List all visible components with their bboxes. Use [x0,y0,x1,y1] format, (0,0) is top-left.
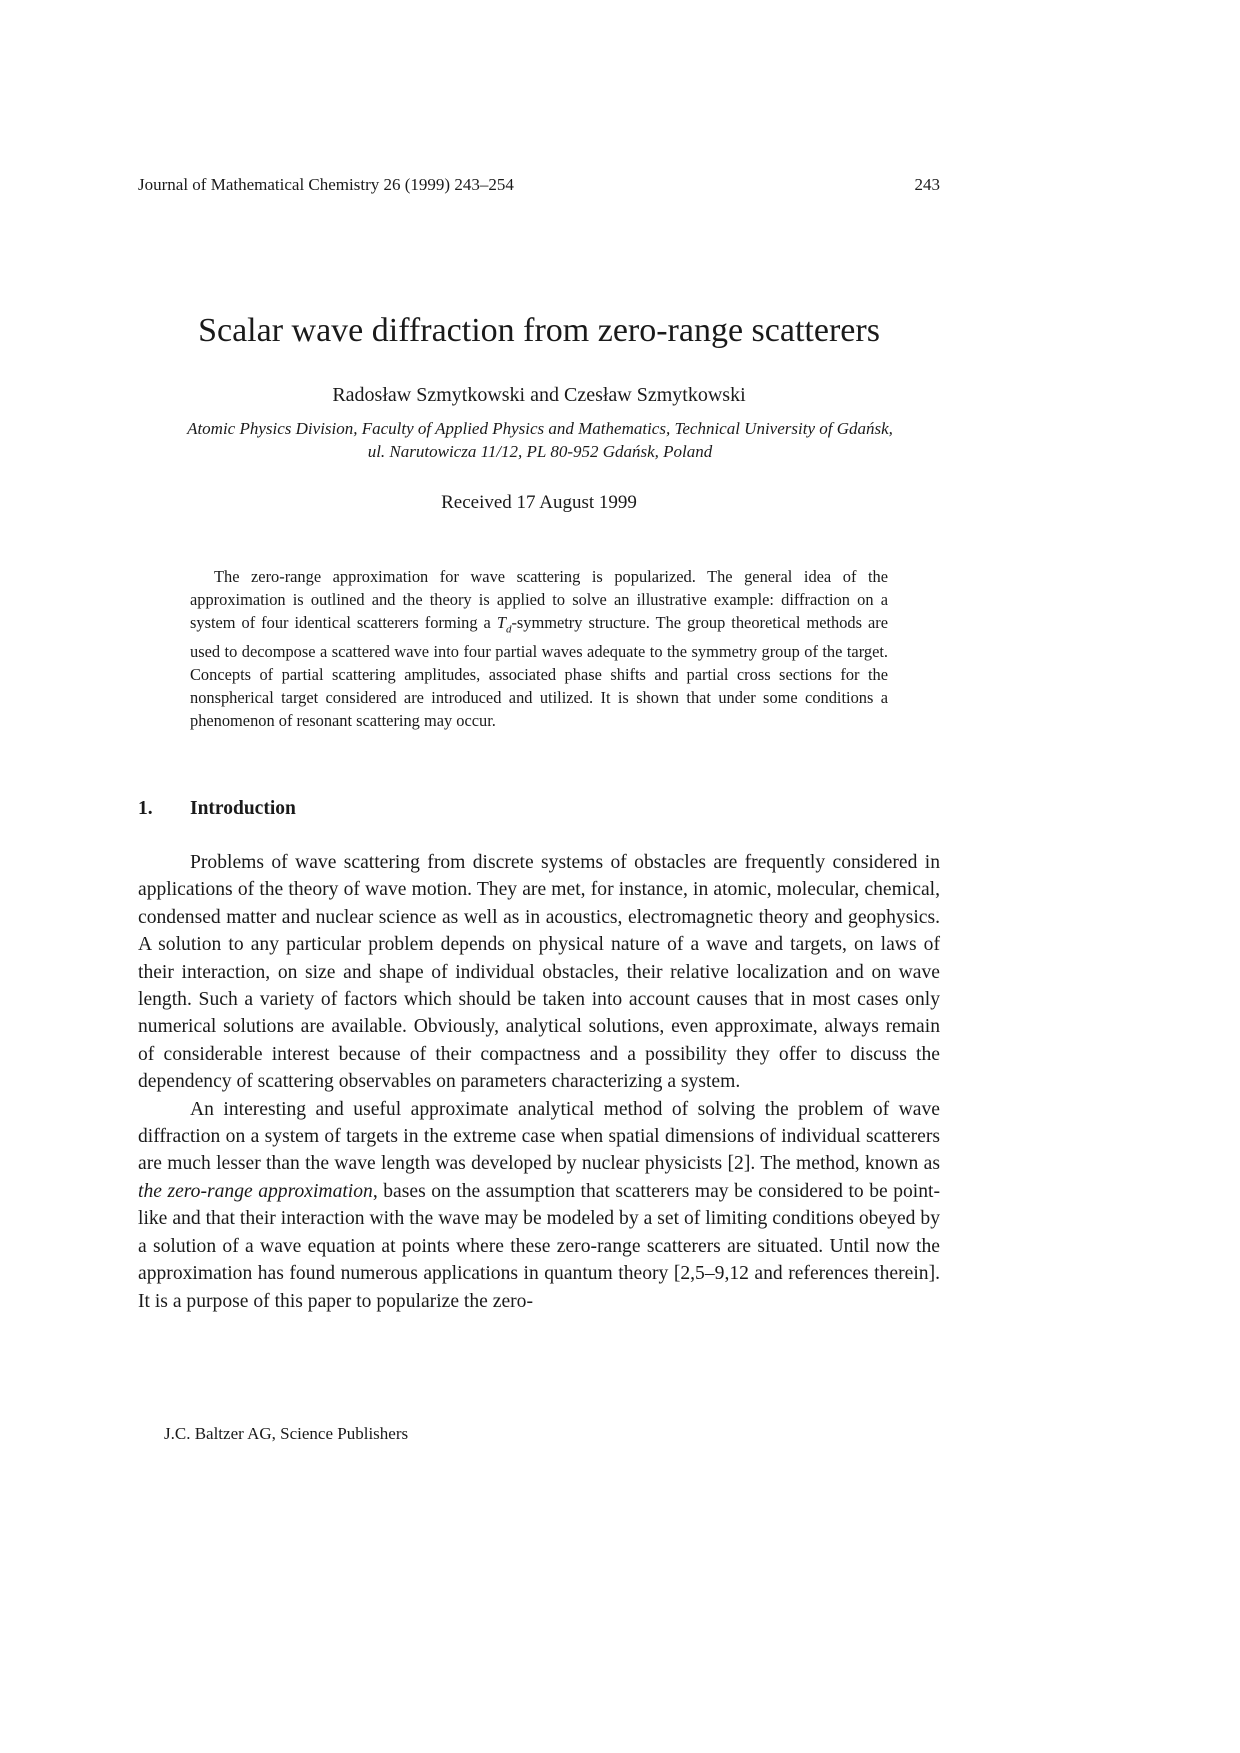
body-paragraph-2-text-1: An interesting and useful approximate analytical method of solving the problem of wave diffraction on a system of targets in the extreme case when spatial dimensions of individual scatterers are much lesser than the wave length was developed by nuclear physicists [2]. The method, known as [138,1098,940,1175]
abstract-math-subscript: d [505,623,512,636]
abstract [190,566,888,733]
abstract-text-1: The zero-range approximation for wave scattering is popularized. The general idea of the approximation is outlined and the theory is applied to solve an illustrative example: diffraction on a system of four identical scatterers forming a [190,567,888,632]
section-number: 1. [138,798,153,819]
body-paragraph-2 [138,1096,940,1315]
paper-title: Scalar wave diffraction from zero-range scatterers [198,312,880,349]
body-text [138,849,940,1315]
received-date: Received 17 August 1999 [441,492,637,513]
abstract-text-2: -symmetry structure. The group theoretical methods are used to decompose a scattered wave into four partial waves adequate to the symmetry group of the target. Concepts of partial scattering amplitudes, associated phase shifts and partial cross sections for the nonspherical target considered are introduced and utilized. It is shown that under some conditions a phenomenon of resonant scattering may occur. [190,612,888,730]
affiliation-line-1: Atomic Physics Division, Faculty of Applied Physics and Mathematics, Technical University of Gdańsk, [187,419,893,438]
body-paragraph-2-emphasis: the zero-range approximation [138,1180,373,1202]
section-title: Introduction [190,798,296,819]
section-heading [138,796,940,822]
publisher-footer: J.C. Baltzer AG, Science Publishers [164,1424,409,1443]
body-paragraph-1: Problems of wave scattering from discrete systems of obstacles are frequently considered in applications of the theory of wave motion. They are met, for instance, in atomic, molecular, chemical, condensed matter and nuclear science as well as in acoustics, electromagnetic theory and geophysics. A solution to any particular problem depends on physical nature of a wave and targets, on laws of their interaction, on size and shape of individual obstacles, their relative localization and on wave length. Such a variety of factors which should be taken into account causes that in most cases only numerical solutions are available. Obviously, analytical solutions, even approximate, always remain of considerable interest because of their compactness and a possibility they offer to discuss the dependency of scattering observables on parameters characterizing a system. [138,852,940,1093]
body-paragraph-2-text-2: , bases on the assumption that scatterers may be considered to be point-like and that their interaction with the wave may be modeled by a set of limiting conditions obeyed by a solution of a wave equation at points where these zero-range scatterers are situated. Until now the approximation has found numerous applications in quantum theory [2,5–9,12 and references therein]. It is a purpose of this paper to popularize the zero- [138,1180,940,1312]
affiliation-line-2: ul. Narutowicza 11/12, PL 80-952 Gdańsk, Poland [367,442,713,461]
affiliation [120,417,960,463]
authors: Radosław Szmytkowski and Czesław Szmytkowski [332,384,746,406]
page-number: 243 [914,175,940,194]
abstract-math-symbol: T [496,612,506,632]
journal-citation: Journal of Mathematical Chemistry 26 (1999) 243–254 [138,175,514,194]
